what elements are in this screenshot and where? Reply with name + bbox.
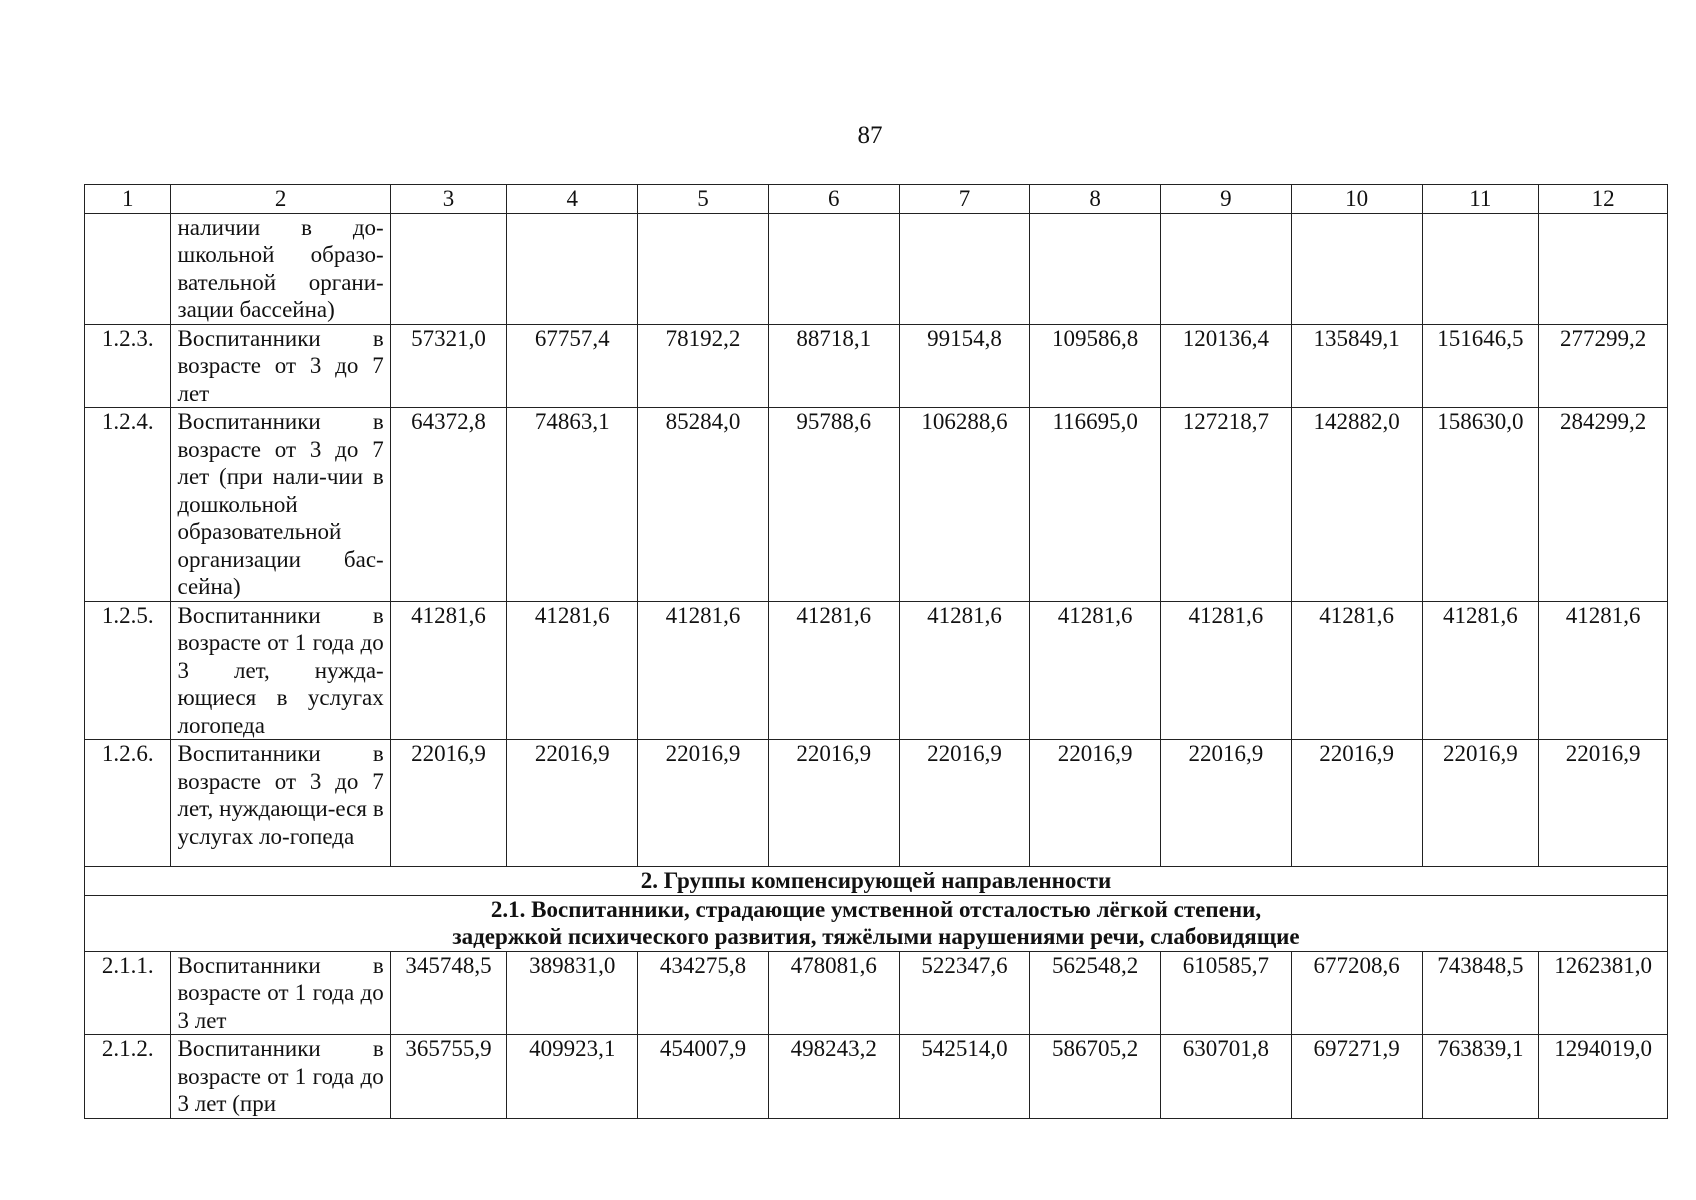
value-cell: 158630,0 bbox=[1422, 408, 1539, 602]
section-2-row bbox=[85, 867, 1668, 896]
tariff-table bbox=[84, 184, 1668, 1119]
column-number: 4 bbox=[507, 185, 638, 214]
value-cell: 434275,8 bbox=[638, 951, 769, 1035]
value-cell: 365755,9 bbox=[390, 1035, 507, 1119]
value-cell bbox=[1161, 213, 1292, 324]
row-code: 1.2.4. bbox=[85, 408, 171, 602]
value-cell: 67757,4 bbox=[507, 324, 638, 408]
value-cell: 41281,6 bbox=[768, 601, 899, 740]
column-number: 3 bbox=[390, 185, 507, 214]
column-numbers-row bbox=[85, 185, 1668, 214]
section-2-1-title-line1: 2.1. Воспитанники, страдающие умственной отсталостью лёгкой степени, bbox=[490, 896, 1262, 922]
row-description: Воспитанники в возрасте от 3 до 7 лет (при нали-чии в дошкольной образовательной организации бас-сейна) bbox=[171, 408, 390, 602]
value-cell: 454007,9 bbox=[638, 1035, 769, 1119]
value-cell: 22016,9 bbox=[507, 740, 638, 867]
value-cell: 142882,0 bbox=[1291, 408, 1422, 602]
column-number: 5 bbox=[638, 185, 769, 214]
value-cell: 1262381,0 bbox=[1539, 951, 1668, 1035]
value-cell: 151646,5 bbox=[1422, 324, 1539, 408]
page-number: 87 bbox=[857, 122, 883, 149]
value-cell: 22016,9 bbox=[638, 740, 769, 867]
row-code: 1.2.3. bbox=[85, 324, 171, 408]
value-cell bbox=[1539, 213, 1668, 324]
column-number: 8 bbox=[1030, 185, 1161, 214]
column-number: 2 bbox=[171, 185, 390, 214]
value-cell: 630701,8 bbox=[1161, 1035, 1292, 1119]
column-number: 1 bbox=[85, 185, 171, 214]
column-number: 9 bbox=[1161, 185, 1292, 214]
value-cell: 22016,9 bbox=[768, 740, 899, 867]
value-cell: 22016,9 bbox=[1161, 740, 1292, 867]
value-cell: 542514,0 bbox=[899, 1035, 1030, 1119]
value-cell: 74863,1 bbox=[507, 408, 638, 602]
value-cell: 85284,0 bbox=[638, 408, 769, 602]
value-cell: 78192,2 bbox=[638, 324, 769, 408]
value-cell: 22016,9 bbox=[1030, 740, 1161, 867]
value-cell bbox=[1422, 213, 1539, 324]
value-cell: 88718,1 bbox=[768, 324, 899, 408]
row-code: 2.1.1. bbox=[85, 951, 171, 1035]
value-cell bbox=[1030, 213, 1161, 324]
value-cell: 586705,2 bbox=[1030, 1035, 1161, 1119]
value-cell: 1294019,0 bbox=[1539, 1035, 1668, 1119]
section-2-1-row bbox=[85, 895, 1668, 951]
value-cell: 478081,6 bbox=[768, 951, 899, 1035]
row-code: 1.2.5. bbox=[85, 601, 171, 740]
value-cell: 120136,4 bbox=[1161, 324, 1292, 408]
value-cell: 41281,6 bbox=[1161, 601, 1292, 740]
row-description: Воспитанники в возрасте от 3 до 7 лет, нуждающи-еся в услугах ло-гопеда bbox=[171, 740, 390, 867]
value-cell: 498243,2 bbox=[768, 1035, 899, 1119]
value-cell: 116695,0 bbox=[1030, 408, 1161, 602]
value-cell bbox=[390, 213, 507, 324]
value-cell: 57321,0 bbox=[390, 324, 507, 408]
value-cell: 389831,0 bbox=[507, 951, 638, 1035]
table-row bbox=[85, 408, 1668, 602]
value-cell: 95788,6 bbox=[768, 408, 899, 602]
value-cell bbox=[768, 213, 899, 324]
table-row bbox=[85, 324, 1668, 408]
value-cell bbox=[507, 213, 638, 324]
value-cell: 41281,6 bbox=[638, 601, 769, 740]
table-row bbox=[85, 951, 1668, 1035]
value-cell: 64372,8 bbox=[390, 408, 507, 602]
value-cell: 763839,1 bbox=[1422, 1035, 1539, 1119]
row-description: Воспитанники в возрасте от 1 года до 3 лет, нужда-ющиеся в услугах логопеда bbox=[171, 601, 390, 740]
value-cell: 22016,9 bbox=[1291, 740, 1422, 867]
row-description: Воспитанники в возрасте от 3 до 7 лет bbox=[171, 324, 390, 408]
value-cell: 41281,6 bbox=[1030, 601, 1161, 740]
row-description: Воспитанники в возрасте от 1 года до 3 лет bbox=[171, 951, 390, 1035]
value-cell: 697271,9 bbox=[1291, 1035, 1422, 1119]
value-cell: 610585,7 bbox=[1161, 951, 1292, 1035]
column-number: 6 bbox=[768, 185, 899, 214]
column-number: 11 bbox=[1422, 185, 1539, 214]
value-cell: 127218,7 bbox=[1161, 408, 1292, 602]
table-row bbox=[85, 601, 1668, 740]
value-cell bbox=[899, 213, 1030, 324]
section-2-1-title bbox=[85, 895, 1668, 951]
row-description: Воспитанники в возрасте от 1 года до 3 лет (при bbox=[171, 1035, 390, 1119]
value-cell bbox=[638, 213, 769, 324]
value-cell: 106288,6 bbox=[899, 408, 1030, 602]
value-cell: 41281,6 bbox=[390, 601, 507, 740]
section-2-title: 2. Группы компенсирующей направленности bbox=[85, 867, 1668, 896]
column-number: 12 bbox=[1539, 185, 1668, 214]
value-cell: 41281,6 bbox=[1422, 601, 1539, 740]
value-cell: 522347,6 bbox=[899, 951, 1030, 1035]
value-cell: 22016,9 bbox=[1422, 740, 1539, 867]
value-cell: 99154,8 bbox=[899, 324, 1030, 408]
value-cell: 284299,2 bbox=[1539, 408, 1668, 602]
value-cell: 677208,6 bbox=[1291, 951, 1422, 1035]
value-cell: 41281,6 bbox=[1291, 601, 1422, 740]
table-row bbox=[85, 1035, 1668, 1119]
row-description: наличии в до-школьной образо-вательной органи-зации бассейна) bbox=[171, 213, 390, 324]
column-number: 7 bbox=[899, 185, 1030, 214]
column-number: 10 bbox=[1291, 185, 1422, 214]
row-code: 2.1.2. bbox=[85, 1035, 171, 1119]
value-cell: 22016,9 bbox=[899, 740, 1030, 867]
table-body bbox=[85, 185, 1668, 1119]
value-cell: 41281,6 bbox=[899, 601, 1030, 740]
continuation-row bbox=[85, 213, 1668, 324]
row-code: 1.2.6. bbox=[85, 740, 171, 867]
row-code bbox=[85, 213, 171, 324]
value-cell: 743848,5 bbox=[1422, 951, 1539, 1035]
value-cell: 41281,6 bbox=[507, 601, 638, 740]
value-cell bbox=[1291, 213, 1422, 324]
value-cell: 41281,6 bbox=[1539, 601, 1668, 740]
value-cell: 109586,8 bbox=[1030, 324, 1161, 408]
table-row bbox=[85, 740, 1668, 867]
value-cell: 277299,2 bbox=[1539, 324, 1668, 408]
section-2-1-title-line2: задержкой психического развития, тяжёлыми нарушениями речи, слабовидящие bbox=[452, 924, 1300, 949]
value-cell: 345748,5 bbox=[390, 951, 507, 1035]
value-cell: 22016,9 bbox=[390, 740, 507, 867]
value-cell: 409923,1 bbox=[507, 1035, 638, 1119]
value-cell: 135849,1 bbox=[1291, 324, 1422, 408]
value-cell: 562548,2 bbox=[1030, 951, 1161, 1035]
value-cell: 22016,9 bbox=[1539, 740, 1668, 867]
